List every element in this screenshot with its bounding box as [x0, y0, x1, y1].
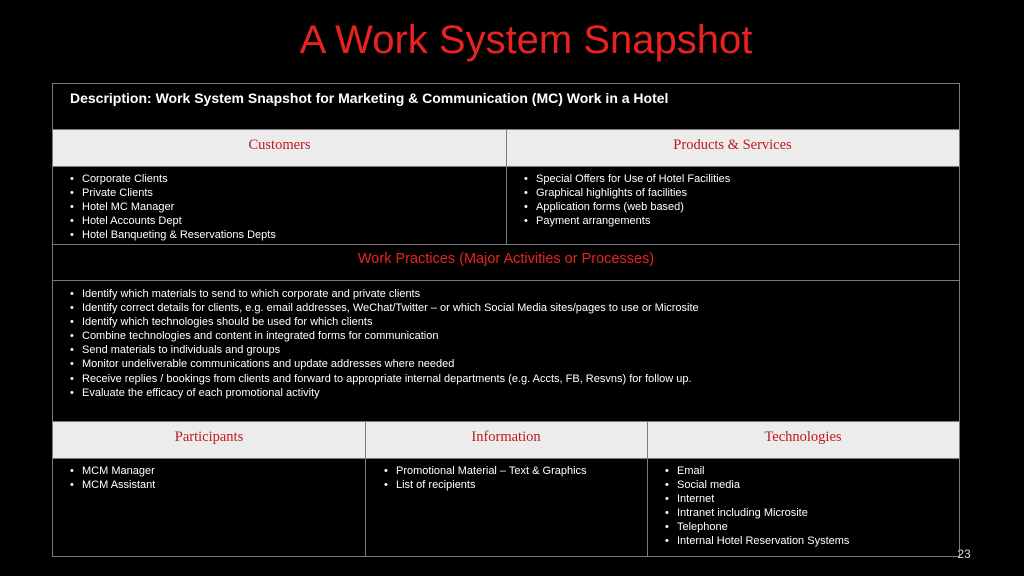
list-item: • Graphical highlights of facilities [522, 186, 730, 200]
list-item: • MCM Assistant [68, 478, 155, 492]
list-item: • Internal Hotel Reservation Systems [663, 534, 849, 548]
list-item: • Internet [663, 492, 849, 506]
list-item: • Private Clients [68, 186, 276, 200]
participants-list [68, 464, 155, 492]
list-item: • Application forms (web based) [522, 200, 730, 214]
technologies-header: Technologies [647, 422, 959, 459]
information-header: Information [365, 422, 647, 459]
list-item: • Monitor undeliverable communications and update addresses where needed [68, 357, 699, 371]
list-item: • MCM Manager [68, 464, 155, 478]
list-item: • Evaluate the efficacy of each promotional activity [68, 386, 699, 400]
list-item: • Social media [663, 478, 849, 492]
page-number: 23 [957, 547, 971, 561]
list-item: • Payment arrangements [522, 214, 730, 228]
list-item: • Special Offers for Use of Hotel Facilities [522, 172, 730, 186]
list-item: • Receive replies / bookings from clients and forward to appropriate internal departments (e.g. Accts, FB, Resvns) for follow up. [68, 372, 699, 386]
customers-header: Customers [53, 130, 506, 167]
list-item: • Hotel MC Manager [68, 200, 276, 214]
divider [506, 130, 507, 244]
list-item: • Send materials to individuals and groups [68, 343, 699, 357]
slide-title: A Work System Snapshot [299, 18, 753, 62]
snapshot-table [52, 83, 960, 557]
list-item: • List of recipients [382, 478, 587, 492]
list-item: • Email [663, 464, 849, 478]
work-practices-header: Work Practices (Major Activities or Processes) [53, 244, 959, 281]
information-list [382, 464, 587, 492]
list-item: • Identify which technologies should be used for which clients [68, 315, 699, 329]
list-item: • Identify correct details for clients, e.g. email addresses, WeChat/Twitter – or which Social Media sites/pages to use or Microsite [68, 301, 699, 315]
divider [647, 422, 648, 556]
participants-header: Participants [53, 422, 365, 459]
list-item: • Identify which materials to send to which corporate and private clients [68, 287, 699, 301]
list-item: • Hotel Banqueting & Reservations Depts [68, 228, 276, 242]
divider [365, 422, 366, 556]
work-practices-list [68, 287, 699, 400]
list-item: • Combine technologies and content in integrated forms for communication [68, 329, 699, 343]
description: Description: Work System Snapshot for Marketing & Communication (MC) Work in a Hotel [53, 84, 959, 130]
list-item: • Telephone [663, 520, 849, 534]
list-item: • Hotel Accounts Dept [68, 214, 276, 228]
technologies-list [663, 464, 849, 549]
products-header: Products & Services [506, 130, 959, 167]
list-item: • Intranet including Microsite [663, 506, 849, 520]
products-list [522, 172, 730, 228]
list-item: • Corporate Clients [68, 172, 276, 186]
list-item: • Promotional Material – Text & Graphics [382, 464, 587, 478]
customers-list [68, 172, 276, 242]
